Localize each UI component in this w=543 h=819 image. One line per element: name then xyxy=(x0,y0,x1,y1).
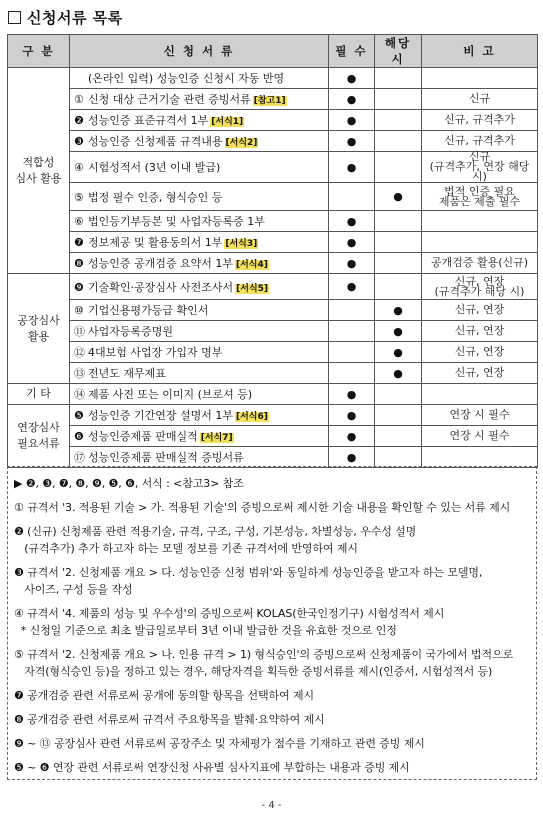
document-item xyxy=(70,405,329,426)
note-line: * 신청일 기준으로 최초 발급일로부터 3년 이내 발급한 것을 유효한 것으로 인정 xyxy=(14,624,397,637)
document-item xyxy=(70,300,329,321)
remark-cell: 법적 인증 필요 제품은 제출 필수 xyxy=(422,183,538,211)
required-mark: ● xyxy=(329,426,375,447)
required-mark: ● xyxy=(329,405,375,426)
item-number: ⑰ xyxy=(74,451,85,464)
document-item xyxy=(70,110,329,131)
document-item xyxy=(70,363,329,384)
document-item xyxy=(70,211,329,232)
form-reference-tag: [서식5] xyxy=(236,283,269,294)
form-reference-tag: [서식2] xyxy=(225,138,258,148)
table-row xyxy=(8,68,538,89)
table-row xyxy=(8,447,538,468)
table-row xyxy=(8,131,538,152)
remark-cell: 신규, 연장 xyxy=(422,300,538,321)
required-mark xyxy=(329,342,375,363)
document-item xyxy=(70,426,329,447)
table-row xyxy=(8,110,538,131)
note-line: ❷ (신규) 신청제품 관련 적용기술, 규격, 구조, 구성, 기본성능, 차별성능, 우수성 설명 xyxy=(14,525,417,538)
note-line: ▶ ❷, ❸, ❼, ❽, ❾, ❺, ❻, 서식 : <참고3> 참조 xyxy=(14,477,244,490)
document-item xyxy=(70,183,329,211)
item-number: ❺ xyxy=(74,409,84,422)
item-text: 기술확인·공장심사 사전조사서 xyxy=(88,280,234,294)
remark-cell: 신규, 연장 xyxy=(422,363,538,384)
remark-cell: 신규, 연장 xyxy=(422,342,538,363)
required-mark: ● xyxy=(329,110,375,131)
note-line: ① 규격서 '3. 적용된 기술 > 가. 적용된 기술'의 증빙으로써 제시한 기술 내용을 확인할 수 있는 서류 제시 xyxy=(14,501,511,514)
required-mark: ● xyxy=(329,274,375,300)
required-mark xyxy=(329,321,375,342)
remark-cell: 연장 시 필수 xyxy=(422,405,538,426)
conditional-mark xyxy=(375,253,422,274)
remark-cell xyxy=(422,384,538,405)
header-category: 구 분 xyxy=(8,35,70,68)
form-reference-tag: [서식3] xyxy=(225,239,258,249)
header-remarks: 비 고 xyxy=(422,35,538,68)
item-text: 법인등기부등본 및 사업자등록증 1부 xyxy=(88,215,265,228)
table-row xyxy=(8,152,538,183)
document-table xyxy=(7,34,538,468)
remark-cell: 신규 (규격추가, 연장 해당 시) xyxy=(422,152,538,183)
document-item xyxy=(70,321,329,342)
required-mark xyxy=(329,300,375,321)
remark-cell xyxy=(422,211,538,232)
form-reference-tag: [서식6] xyxy=(236,412,268,422)
note-line: ⑤ 규격서 '2. 신청제품 개요 > 나. 인용 규격 > 1) 형식승인'의 증빙으로써 신청제품이 국가에서 법적으로 xyxy=(14,648,514,661)
category-cell: 공장심사 활용 xyxy=(8,274,70,384)
item-text: 성능인증 표준규격서 1부 xyxy=(88,114,209,127)
document-item xyxy=(70,384,329,405)
item-text: 기업신용평가등급 확인서 xyxy=(88,304,209,317)
item-text: 성능인증 신청제품 규격내용 xyxy=(88,135,223,148)
header-if-applicable: 해당 시 xyxy=(375,35,422,68)
table-row xyxy=(8,232,538,253)
conditional-mark xyxy=(375,131,422,152)
form-reference-tag: [참고1] xyxy=(253,96,286,106)
table-row xyxy=(8,253,538,274)
required-mark: ● xyxy=(329,384,375,405)
conditional-mark xyxy=(375,89,422,110)
item-number: ⑪ xyxy=(74,325,85,338)
conditional-mark xyxy=(375,384,422,405)
header-required: 필 수 xyxy=(329,35,375,68)
conditional-mark xyxy=(375,274,422,300)
item-text: 성능인증 공개검증 요약서 1부 xyxy=(88,257,233,270)
category-cell: 기 타 xyxy=(8,384,70,405)
notes-box xyxy=(7,466,537,780)
remark-cell: 연장 시 필수 xyxy=(422,426,538,447)
item-text: 신청 대상 근거기술 관련 증빙서류 xyxy=(88,93,251,106)
item-text: 법정 필수 인증, 형식승인 등 xyxy=(88,190,223,204)
conditional-mark xyxy=(375,405,422,426)
category-cell: 연장심사 필요서류 xyxy=(8,405,70,468)
document-item xyxy=(70,274,329,300)
remark-cell: 공개검증 활용(신규) xyxy=(422,253,538,274)
table-row xyxy=(8,384,538,405)
remark-cell: 신규 xyxy=(422,89,538,110)
table-row xyxy=(8,405,538,426)
item-text: 4대보험 사업장 가입자 명부 xyxy=(88,346,223,359)
conditional-mark: ● xyxy=(375,363,422,384)
item-text: 시험성적서 (3년 이내 발급) xyxy=(88,161,221,174)
required-mark: ● xyxy=(329,152,375,183)
table-row xyxy=(8,321,538,342)
document-item xyxy=(70,131,329,152)
remark-cell: 신규, 연장 (규격추가 해당 시) xyxy=(422,274,538,300)
checkbox-square-icon xyxy=(8,11,21,24)
item-text: 사업자등록증명원 xyxy=(88,325,174,338)
note-line: ❺ ~ ❻ 연장 관련 서류로써 연장신청 사유별 심사지표에 부합하는 내용과 증빙 제시 xyxy=(14,761,410,774)
required-mark xyxy=(329,363,375,384)
table-row xyxy=(8,426,538,447)
document-item xyxy=(70,253,329,274)
item-text: 제품 사진 또는 이미지 (브로셔 등) xyxy=(88,388,253,401)
required-mark: ● xyxy=(329,253,375,274)
required-mark: ● xyxy=(329,89,375,110)
item-number: ⑭ xyxy=(74,388,85,401)
table-row xyxy=(8,183,538,211)
required-mark: ● xyxy=(329,68,375,89)
remark-cell xyxy=(422,68,538,89)
conditional-mark xyxy=(375,232,422,253)
item-number: ① xyxy=(74,93,84,106)
remark-cell: 신규, 규격추가 xyxy=(422,131,538,152)
table-row xyxy=(8,89,538,110)
required-mark: ● xyxy=(329,131,375,152)
item-text: 정보제공 및 활용동의서 1부 xyxy=(88,236,223,249)
conditional-mark: ● xyxy=(375,183,422,211)
note-line: ❸ 규격서 '2. 신청제품 개요 > 다. 성능인증 신청 범위'와 동일하게 성능인증을 받고자 하는 모델명, xyxy=(14,566,483,579)
item-number: ⑤ xyxy=(74,190,84,204)
item-number: ❸ xyxy=(74,135,84,148)
note-line: ④ 규격서 '4. 제품의 성능 및 우수성'의 증빙으로써 KOLAS(한국인정기구) 시험성적서 제시 xyxy=(14,607,445,620)
note-line: 사이즈, 구성 등을 작성 xyxy=(14,583,133,596)
item-text: 성능인증제품 판매실적 증빙서류 xyxy=(88,451,244,464)
conditional-mark xyxy=(375,447,422,468)
item-text: (온라인 입력) 성능인증 신청시 자동 반영 xyxy=(88,72,285,85)
item-number: ❾ xyxy=(74,280,84,294)
page-title xyxy=(8,7,123,28)
conditional-mark xyxy=(375,68,422,89)
required-mark: ● xyxy=(329,211,375,232)
category-cell: 적합성 심사 활용 xyxy=(8,68,70,274)
conditional-mark: ● xyxy=(375,321,422,342)
document-item xyxy=(70,447,329,468)
header-document: 신 청 서 류 xyxy=(70,35,329,68)
document-item xyxy=(70,232,329,253)
table-row xyxy=(8,300,538,321)
required-mark: ● xyxy=(329,232,375,253)
table-row xyxy=(8,274,538,300)
required-mark: ● xyxy=(329,447,375,468)
form-reference-tag: [서식1] xyxy=(211,117,244,127)
table-row xyxy=(8,211,538,232)
note-line: 자격(형식승인 등)을 정하고 있는 경우, 해당자격을 획득한 증빙서류를 제시(인증서, 시험성적서 등) xyxy=(14,665,493,678)
remark-cell xyxy=(422,447,538,468)
page-number: - 4 - xyxy=(261,800,282,811)
remark-cell xyxy=(422,232,538,253)
required-mark xyxy=(329,183,375,211)
item-number: ⑥ xyxy=(74,215,84,228)
conditional-mark xyxy=(375,211,422,232)
item-number: ❽ xyxy=(74,257,84,270)
conditional-mark xyxy=(375,110,422,131)
table-header-row xyxy=(8,35,538,68)
item-number: ❷ xyxy=(74,114,84,127)
table-row xyxy=(8,342,538,363)
item-number: ❼ xyxy=(74,236,84,249)
item-number: ⑩ xyxy=(74,304,84,317)
item-text: 전년도 재무제표 xyxy=(88,367,166,380)
item-number: ④ xyxy=(74,161,84,174)
table-row xyxy=(8,363,538,384)
document-item xyxy=(70,89,329,110)
conditional-mark: ● xyxy=(375,300,422,321)
conditional-mark xyxy=(375,426,422,447)
note-line: ❽ 공개검증 관련 서류로써 규격서 주요항목을 발췌·요약하여 제시 xyxy=(14,713,325,726)
item-number: ❻ xyxy=(74,430,84,443)
item-text: 성능인증 기간연장 설명서 1부 xyxy=(88,409,233,422)
form-reference-tag: [서식4] xyxy=(236,260,268,270)
remark-cell: 신규, 규격추가 xyxy=(422,110,538,131)
item-text: 성능인증제품 판매실적 xyxy=(88,430,198,443)
item-number: ⑫ xyxy=(74,346,85,359)
remark-cell: 신규, 연장 xyxy=(422,321,538,342)
conditional-mark: ● xyxy=(375,342,422,363)
document-item xyxy=(70,68,329,89)
note-line: ❾ ~ ⑬ 공장심사 관련 서류로써 공장주소 및 자체평가 점수를 기재하고 관련 증빙 제시 xyxy=(14,737,425,750)
note-line: (규격추가) 추가 하고자 하는 모델 정보를 기존 규격서에 반영하여 제시 xyxy=(14,542,358,555)
conditional-mark xyxy=(375,152,422,183)
document-item xyxy=(70,152,329,183)
note-line: ❼ 공개검증 관련 서류로써 공개에 동의할 항목을 선택하여 제시 xyxy=(14,689,315,702)
item-number: ⑬ xyxy=(74,367,85,380)
document-item xyxy=(70,342,329,363)
page-title-text: 신청서류 목록 xyxy=(27,9,123,27)
form-reference-tag: [서식7] xyxy=(200,433,233,443)
